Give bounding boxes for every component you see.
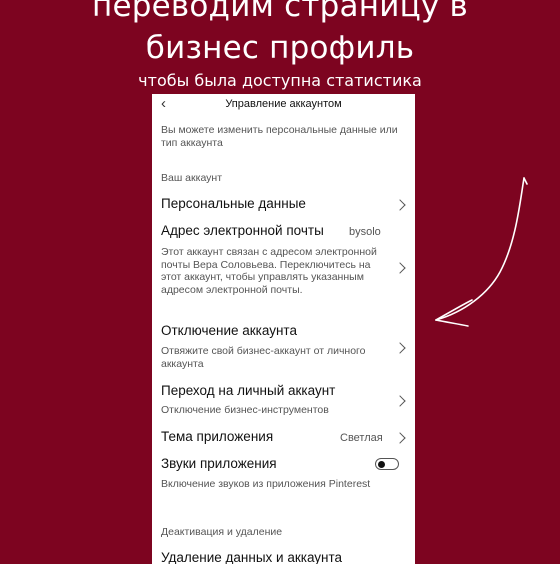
chevron-right-icon xyxy=(394,432,405,443)
row-disconnect-account[interactable] xyxy=(152,323,415,375)
row-title: Отключение аккаунта xyxy=(161,323,297,338)
row-title: Персональные данные xyxy=(161,196,306,211)
headline-line-2: бизнес профиль xyxy=(145,30,415,66)
row-title: Звуки приложения xyxy=(161,456,277,471)
row-delete-data-account[interactable] xyxy=(152,550,415,564)
row-switch-to-personal[interactable] xyxy=(152,383,415,423)
headline-line-1: переводим страницу в xyxy=(92,0,468,24)
row-personal-data[interactable] xyxy=(152,196,415,218)
toggle-knob xyxy=(378,461,385,468)
intro-text: Вы можете изменить персональные данные или тип аккаунта xyxy=(161,124,398,149)
headline-subtitle: чтобы была доступна статистика xyxy=(138,71,422,90)
section-header-account: Ваш аккаунт xyxy=(161,172,223,184)
section-header-deactivation: Деактивация и удаление xyxy=(161,526,283,538)
phone-screen xyxy=(152,94,415,564)
hand-drawn-arrow-icon xyxy=(428,172,538,332)
row-description: Отключение бизнес-инструментов xyxy=(161,404,329,416)
theme-value: Светлая xyxy=(340,432,383,444)
row-description: Включение звуков из приложения Pinterest xyxy=(161,478,371,490)
app-sounds-toggle[interactable] xyxy=(375,458,399,470)
top-bar xyxy=(152,94,415,116)
row-title: Адрес электронной почты xyxy=(161,223,324,238)
email-account-value: bysolo xyxy=(349,226,381,238)
row-email-address[interactable] xyxy=(152,223,415,315)
chevron-right-icon xyxy=(394,342,405,353)
screen-title: Управление аккаунтом xyxy=(225,98,342,110)
row-title: Переход на личный аккаунт xyxy=(161,383,336,398)
row-description: Этот аккаунт связан с адресом электронной почты Вера Соловьева. Переключитесь на этот аккаунт, чтобы управлять указанным адресом электронной почты. xyxy=(161,246,377,296)
chevron-right-icon xyxy=(394,395,405,406)
back-arrow-icon[interactable]: ‹ xyxy=(161,95,166,112)
chevron-right-icon xyxy=(394,199,405,210)
row-app-sounds xyxy=(152,456,415,506)
row-description: Отвяжите свой бизнес-аккаунт от личного аккаунта xyxy=(161,345,366,370)
row-title: Тема приложения xyxy=(161,429,274,444)
chevron-right-icon xyxy=(394,262,405,273)
row-title: Удаление данных и аккаунта xyxy=(161,550,343,564)
row-app-theme[interactable] xyxy=(152,429,415,451)
